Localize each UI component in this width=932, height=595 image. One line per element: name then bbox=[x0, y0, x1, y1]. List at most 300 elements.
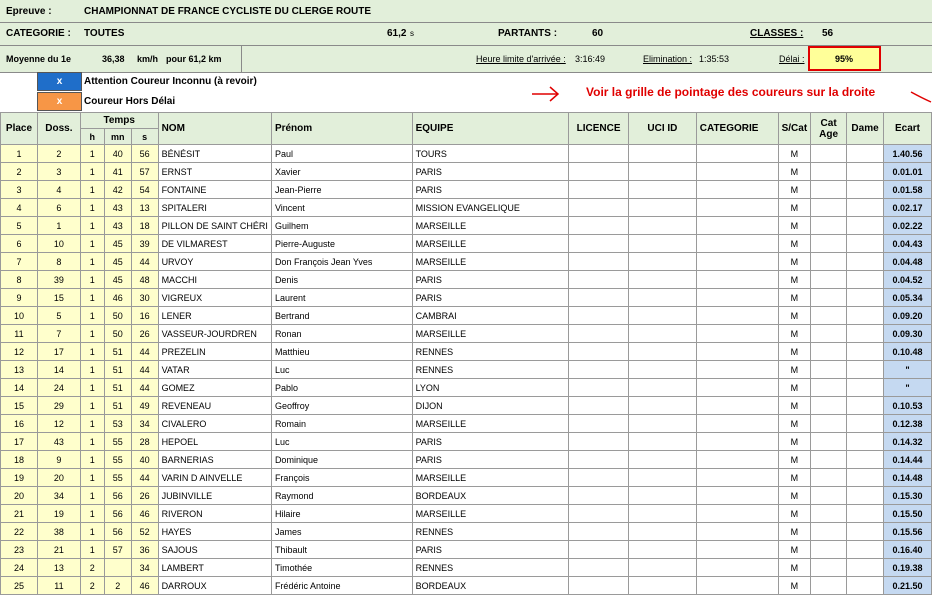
cell-ecart[interactable]: 0.14.32 bbox=[884, 433, 932, 451]
cell-nom[interactable]: SPITALERI bbox=[158, 199, 271, 217]
cell-nom[interactable]: URVOY bbox=[158, 253, 271, 271]
cell-prenom[interactable]: Guilhem bbox=[271, 217, 412, 235]
cell-prenom[interactable]: François bbox=[271, 469, 412, 487]
cell-dame[interactable] bbox=[847, 559, 884, 577]
cell-categorie[interactable] bbox=[696, 307, 778, 325]
cell-nom[interactable]: LENER bbox=[158, 307, 271, 325]
table-row[interactable] bbox=[1, 451, 932, 469]
cell-ecart[interactable]: 0.21.50 bbox=[884, 577, 932, 595]
cell-mn[interactable]: 55 bbox=[104, 451, 131, 469]
cell-licence[interactable] bbox=[569, 199, 629, 217]
cell-ecart[interactable]: 0.15.30 bbox=[884, 487, 932, 505]
cell-cat-age[interactable] bbox=[811, 433, 847, 451]
cell-categorie[interactable] bbox=[696, 181, 778, 199]
cell-scat[interactable]: M bbox=[778, 271, 811, 289]
cell-h[interactable]: 1 bbox=[80, 469, 104, 487]
cell-categorie[interactable] bbox=[696, 397, 778, 415]
cell-dame[interactable] bbox=[847, 163, 884, 181]
cell-prenom[interactable]: Thibault bbox=[271, 541, 412, 559]
cell-equipe[interactable]: CAMBRAI bbox=[412, 307, 569, 325]
cell-ecart[interactable]: 0.04.43 bbox=[884, 235, 932, 253]
cell-scat[interactable]: M bbox=[778, 559, 811, 577]
cell-mn[interactable]: 45 bbox=[104, 235, 131, 253]
cell-categorie[interactable] bbox=[696, 577, 778, 595]
cell-dame[interactable] bbox=[847, 325, 884, 343]
cell-categorie[interactable] bbox=[696, 235, 778, 253]
cell-licence[interactable] bbox=[569, 379, 629, 397]
cell-scat[interactable]: M bbox=[778, 289, 811, 307]
cell-h[interactable]: 1 bbox=[80, 505, 104, 523]
cell-h[interactable]: 1 bbox=[80, 523, 104, 541]
col-ecart[interactable]: Ecart bbox=[884, 113, 932, 145]
cell-categorie[interactable] bbox=[696, 289, 778, 307]
cell-ecart[interactable]: 0.05.34 bbox=[884, 289, 932, 307]
cell-place[interactable]: 14 bbox=[1, 379, 38, 397]
cell-nom[interactable]: REVENEAU bbox=[158, 397, 271, 415]
cell-categorie[interactable] bbox=[696, 523, 778, 541]
cell-h[interactable]: 1 bbox=[80, 145, 104, 163]
cell-licence[interactable] bbox=[569, 343, 629, 361]
cell-prenom[interactable]: Hilaire bbox=[271, 505, 412, 523]
cell-prenom[interactable]: James bbox=[271, 523, 412, 541]
cell-equipe[interactable]: MISSION EVANGELIQUE bbox=[412, 199, 569, 217]
cell-uci-id[interactable] bbox=[629, 577, 697, 595]
cell-scat[interactable]: M bbox=[778, 163, 811, 181]
cell-uci-id[interactable] bbox=[629, 307, 697, 325]
cell-scat[interactable]: M bbox=[778, 397, 811, 415]
cell-s[interactable]: 44 bbox=[131, 469, 158, 487]
cell-place[interactable]: 4 bbox=[1, 199, 38, 217]
cell-uci-id[interactable] bbox=[629, 523, 697, 541]
cell-place[interactable]: 9 bbox=[1, 289, 38, 307]
cell-mn[interactable]: 57 bbox=[104, 541, 131, 559]
cell-licence[interactable] bbox=[569, 451, 629, 469]
cell-scat[interactable]: M bbox=[778, 379, 811, 397]
cell-categorie[interactable] bbox=[696, 451, 778, 469]
cell-h[interactable]: 1 bbox=[80, 235, 104, 253]
cell-doss[interactable]: 10 bbox=[37, 235, 80, 253]
cell-ecart[interactable]: 0.04.52 bbox=[884, 271, 932, 289]
cell-s[interactable]: 26 bbox=[131, 487, 158, 505]
table-row[interactable] bbox=[1, 487, 932, 505]
cell-scat[interactable]: M bbox=[778, 361, 811, 379]
cell-nom[interactable]: HAYES bbox=[158, 523, 271, 541]
cell-doss[interactable]: 11 bbox=[37, 577, 80, 595]
cell-mn[interactable]: 56 bbox=[104, 523, 131, 541]
cell-mn[interactable]: 51 bbox=[104, 397, 131, 415]
cell-categorie[interactable] bbox=[696, 361, 778, 379]
cell-doss[interactable]: 21 bbox=[37, 541, 80, 559]
cell-doss[interactable]: 38 bbox=[37, 523, 80, 541]
cell-equipe[interactable]: RENNES bbox=[412, 559, 569, 577]
cell-doss[interactable]: 43 bbox=[37, 433, 80, 451]
cell-place[interactable]: 5 bbox=[1, 217, 38, 235]
cell-equipe[interactable]: MARSEILLE bbox=[412, 217, 569, 235]
cell-ecart[interactable]: 0.15.56 bbox=[884, 523, 932, 541]
cell-uci-id[interactable] bbox=[629, 505, 697, 523]
cell-h[interactable]: 1 bbox=[80, 253, 104, 271]
cell-cat-age[interactable] bbox=[811, 451, 847, 469]
cell-equipe[interactable]: RENNES bbox=[412, 523, 569, 541]
cell-mn[interactable]: 45 bbox=[104, 271, 131, 289]
cell-dame[interactable] bbox=[847, 397, 884, 415]
cell-scat[interactable]: M bbox=[778, 433, 811, 451]
cell-nom[interactable]: DARROUX bbox=[158, 577, 271, 595]
cell-ecart[interactable]: 0.16.40 bbox=[884, 541, 932, 559]
cell-cat-age[interactable] bbox=[811, 541, 847, 559]
cell-scat[interactable]: M bbox=[778, 577, 811, 595]
cell-uci-id[interactable] bbox=[629, 559, 697, 577]
cell-dame[interactable] bbox=[847, 505, 884, 523]
cell-doss[interactable]: 20 bbox=[37, 469, 80, 487]
cell-cat-age[interactable] bbox=[811, 469, 847, 487]
cell-equipe[interactable]: PARIS bbox=[412, 433, 569, 451]
cell-h[interactable]: 1 bbox=[80, 379, 104, 397]
col-place[interactable]: Place bbox=[1, 113, 38, 145]
cell-doss[interactable]: 19 bbox=[37, 505, 80, 523]
cell-cat-age[interactable] bbox=[811, 397, 847, 415]
cell-mn[interactable]: 50 bbox=[104, 307, 131, 325]
cell-doss[interactable]: 12 bbox=[37, 415, 80, 433]
cell-nom[interactable]: BÉNÉSIT bbox=[158, 145, 271, 163]
cell-dame[interactable] bbox=[847, 307, 884, 325]
cell-h[interactable]: 1 bbox=[80, 487, 104, 505]
table-row[interactable] bbox=[1, 253, 932, 271]
col-h[interactable]: h bbox=[80, 129, 104, 145]
table-row[interactable] bbox=[1, 271, 932, 289]
cell-place[interactable]: 17 bbox=[1, 433, 38, 451]
cell-dame[interactable] bbox=[847, 271, 884, 289]
cell-ecart[interactable]: 1.40.56 bbox=[884, 145, 932, 163]
cell-nom[interactable]: VARIN D AINVELLE bbox=[158, 469, 271, 487]
cell-scat[interactable]: M bbox=[778, 307, 811, 325]
cell-categorie[interactable] bbox=[696, 163, 778, 181]
cell-h[interactable]: 1 bbox=[80, 451, 104, 469]
col-s[interactable]: s bbox=[131, 129, 158, 145]
cell-h[interactable]: 1 bbox=[80, 397, 104, 415]
table-row[interactable] bbox=[1, 541, 932, 559]
cell-licence[interactable] bbox=[569, 307, 629, 325]
cell-categorie[interactable] bbox=[696, 433, 778, 451]
cell-place[interactable]: 10 bbox=[1, 307, 38, 325]
cell-scat[interactable]: M bbox=[778, 235, 811, 253]
cell-uci-id[interactable] bbox=[629, 379, 697, 397]
cell-ecart[interactable]: 0.09.30 bbox=[884, 325, 932, 343]
cell-place[interactable]: 20 bbox=[1, 487, 38, 505]
cell-s[interactable]: 18 bbox=[131, 217, 158, 235]
cell-doss[interactable]: 15 bbox=[37, 289, 80, 307]
cell-s[interactable]: 46 bbox=[131, 505, 158, 523]
cell-prenom[interactable]: Ronan bbox=[271, 325, 412, 343]
cell-nom[interactable]: MACCHI bbox=[158, 271, 271, 289]
col-prenom[interactable]: Prénom bbox=[271, 113, 412, 145]
cell-scat[interactable]: M bbox=[778, 199, 811, 217]
cell-prenom[interactable]: Matthieu bbox=[271, 343, 412, 361]
cell-ecart[interactable]: 0.14.44 bbox=[884, 451, 932, 469]
cell-dame[interactable] bbox=[847, 217, 884, 235]
cell-prenom[interactable]: Timothée bbox=[271, 559, 412, 577]
table-row[interactable] bbox=[1, 343, 932, 361]
cell-doss[interactable]: 6 bbox=[37, 199, 80, 217]
cell-licence[interactable] bbox=[569, 433, 629, 451]
cell-licence[interactable] bbox=[569, 577, 629, 595]
cell-scat[interactable]: M bbox=[778, 217, 811, 235]
cell-ecart[interactable]: 0.02.22 bbox=[884, 217, 932, 235]
epreuve-value[interactable]: CHAMPIONNAT DE FRANCE CYCLISTE DU CLERGE ROUTE bbox=[84, 6, 372, 17]
cell-place[interactable]: 18 bbox=[1, 451, 38, 469]
cell-equipe[interactable]: MARSEILLE bbox=[412, 235, 569, 253]
cell-equipe[interactable]: PARIS bbox=[412, 289, 569, 307]
cell-cat-age[interactable] bbox=[811, 307, 847, 325]
cell-equipe[interactable]: LYON bbox=[412, 379, 569, 397]
cell-mn[interactable]: 51 bbox=[104, 361, 131, 379]
cell-s[interactable]: 13 bbox=[131, 199, 158, 217]
cell-scat[interactable]: M bbox=[778, 505, 811, 523]
cell-nom[interactable]: FONTAINE bbox=[158, 181, 271, 199]
cell-nom[interactable]: CIVALERO bbox=[158, 415, 271, 433]
cell-place[interactable]: 2 bbox=[1, 163, 38, 181]
cell-licence[interactable] bbox=[569, 289, 629, 307]
cell-h[interactable]: 1 bbox=[80, 415, 104, 433]
cell-equipe[interactable]: PARIS bbox=[412, 451, 569, 469]
cell-h[interactable]: 2 bbox=[80, 577, 104, 595]
cell-dame[interactable] bbox=[847, 343, 884, 361]
cell-place[interactable]: 6 bbox=[1, 235, 38, 253]
col-categorie[interactable]: CATEGORIE bbox=[696, 113, 778, 145]
cell-s[interactable]: 44 bbox=[131, 253, 158, 271]
cell-scat[interactable]: M bbox=[778, 145, 811, 163]
cell-mn[interactable]: 55 bbox=[104, 433, 131, 451]
cell-doss[interactable]: 4 bbox=[37, 181, 80, 199]
cell-scat[interactable]: M bbox=[778, 451, 811, 469]
table-row[interactable] bbox=[1, 379, 932, 397]
cell-h[interactable]: 1 bbox=[80, 343, 104, 361]
cell-ecart[interactable]: " bbox=[884, 361, 932, 379]
cell-cat-age[interactable] bbox=[811, 181, 847, 199]
cell-licence[interactable] bbox=[569, 361, 629, 379]
table-row[interactable] bbox=[1, 145, 932, 163]
cell-cat-age[interactable] bbox=[811, 145, 847, 163]
cell-cat-age[interactable] bbox=[811, 361, 847, 379]
cell-cat-age[interactable] bbox=[811, 163, 847, 181]
cell-s[interactable]: 36 bbox=[131, 541, 158, 559]
cell-place[interactable]: 13 bbox=[1, 361, 38, 379]
cell-mn[interactable]: 45 bbox=[104, 253, 131, 271]
cell-h[interactable]: 1 bbox=[80, 289, 104, 307]
cell-prenom[interactable]: Luc bbox=[271, 433, 412, 451]
cell-licence[interactable] bbox=[569, 235, 629, 253]
cell-place[interactable]: 23 bbox=[1, 541, 38, 559]
cell-ecart[interactable]: 0.14.48 bbox=[884, 469, 932, 487]
cell-cat-age[interactable] bbox=[811, 235, 847, 253]
cell-dame[interactable] bbox=[847, 379, 884, 397]
cell-dame[interactable] bbox=[847, 487, 884, 505]
cell-h[interactable]: 1 bbox=[80, 433, 104, 451]
table-row[interactable] bbox=[1, 163, 932, 181]
cell-nom[interactable]: RIVERON bbox=[158, 505, 271, 523]
cell-mn[interactable]: 46 bbox=[104, 289, 131, 307]
cell-cat-age[interactable] bbox=[811, 325, 847, 343]
cell-cat-age[interactable] bbox=[811, 523, 847, 541]
cell-categorie[interactable] bbox=[696, 343, 778, 361]
cell-equipe[interactable]: RENNES bbox=[412, 361, 569, 379]
cell-s[interactable]: 16 bbox=[131, 307, 158, 325]
cell-dame[interactable] bbox=[847, 199, 884, 217]
cell-dame[interactable] bbox=[847, 415, 884, 433]
cell-prenom[interactable]: Laurent bbox=[271, 289, 412, 307]
cell-place[interactable]: 16 bbox=[1, 415, 38, 433]
cell-uci-id[interactable] bbox=[629, 433, 697, 451]
cell-doss[interactable]: 29 bbox=[37, 397, 80, 415]
cell-dame[interactable] bbox=[847, 361, 884, 379]
cell-uci-id[interactable] bbox=[629, 235, 697, 253]
table-row[interactable] bbox=[1, 523, 932, 541]
cell-cat-age[interactable] bbox=[811, 253, 847, 271]
cell-nom[interactable]: ERNST bbox=[158, 163, 271, 181]
cell-mn[interactable]: 50 bbox=[104, 325, 131, 343]
cell-licence[interactable] bbox=[569, 523, 629, 541]
cell-s[interactable]: 39 bbox=[131, 235, 158, 253]
col-cat-age[interactable]: Cat Age bbox=[811, 113, 847, 145]
cell-prenom[interactable]: Pierre-Auguste bbox=[271, 235, 412, 253]
cell-ecart[interactable]: " bbox=[884, 379, 932, 397]
cell-uci-id[interactable] bbox=[629, 325, 697, 343]
cell-categorie[interactable] bbox=[696, 541, 778, 559]
cell-h[interactable]: 1 bbox=[80, 163, 104, 181]
table-row[interactable] bbox=[1, 469, 932, 487]
cell-scat[interactable]: M bbox=[778, 415, 811, 433]
cell-licence[interactable] bbox=[569, 217, 629, 235]
table-row[interactable] bbox=[1, 181, 932, 199]
delai-value[interactable]: 95% bbox=[835, 54, 854, 64]
cell-doss[interactable]: 34 bbox=[37, 487, 80, 505]
cell-place[interactable]: 19 bbox=[1, 469, 38, 487]
table-row[interactable] bbox=[1, 289, 932, 307]
cell-place[interactable]: 8 bbox=[1, 271, 38, 289]
cell-scat[interactable]: M bbox=[778, 253, 811, 271]
cell-licence[interactable] bbox=[569, 559, 629, 577]
cell-uci-id[interactable] bbox=[629, 163, 697, 181]
col-dame[interactable]: Dame bbox=[847, 113, 884, 145]
cell-scat[interactable]: M bbox=[778, 523, 811, 541]
cell-scat[interactable]: M bbox=[778, 181, 811, 199]
cell-cat-age[interactable] bbox=[811, 343, 847, 361]
cell-mn[interactable]: 51 bbox=[104, 343, 131, 361]
cell-dame[interactable] bbox=[847, 433, 884, 451]
cell-doss[interactable]: 7 bbox=[37, 325, 80, 343]
cell-prenom[interactable]: Bertrand bbox=[271, 307, 412, 325]
table-row[interactable] bbox=[1, 361, 932, 379]
col-doss[interactable]: Doss. bbox=[37, 113, 80, 145]
table-row[interactable] bbox=[1, 199, 932, 217]
table-row[interactable] bbox=[1, 433, 932, 451]
cell-cat-age[interactable] bbox=[811, 217, 847, 235]
cell-ecart[interactable]: 0.01.01 bbox=[884, 163, 932, 181]
cell-doss[interactable]: 17 bbox=[37, 343, 80, 361]
cell-prenom[interactable]: Jean-Pierre bbox=[271, 181, 412, 199]
cell-uci-id[interactable] bbox=[629, 469, 697, 487]
cell-nom[interactable]: PREZELIN bbox=[158, 343, 271, 361]
cell-nom[interactable]: GOMEZ bbox=[158, 379, 271, 397]
cell-licence[interactable] bbox=[569, 505, 629, 523]
cell-licence[interactable] bbox=[569, 487, 629, 505]
cell-uci-id[interactable] bbox=[629, 451, 697, 469]
cell-mn[interactable]: 55 bbox=[104, 469, 131, 487]
cell-h[interactable]: 1 bbox=[80, 325, 104, 343]
cell-uci-id[interactable] bbox=[629, 271, 697, 289]
cell-doss[interactable]: 14 bbox=[37, 361, 80, 379]
cell-categorie[interactable] bbox=[696, 559, 778, 577]
cell-equipe[interactable]: BORDEAUX bbox=[412, 487, 569, 505]
cell-s[interactable]: 49 bbox=[131, 397, 158, 415]
cell-equipe[interactable]: MARSEILLE bbox=[412, 253, 569, 271]
cell-nom[interactable]: VATAR bbox=[158, 361, 271, 379]
cell-s[interactable]: 46 bbox=[131, 577, 158, 595]
cell-uci-id[interactable] bbox=[629, 253, 697, 271]
cell-s[interactable]: 44 bbox=[131, 361, 158, 379]
col-equipe[interactable]: EQUIPE bbox=[412, 113, 569, 145]
cell-place[interactable]: 21 bbox=[1, 505, 38, 523]
cell-place[interactable]: 3 bbox=[1, 181, 38, 199]
cell-s[interactable]: 44 bbox=[131, 343, 158, 361]
cell-mn[interactable] bbox=[104, 559, 131, 577]
cell-licence[interactable] bbox=[569, 397, 629, 415]
cell-place[interactable]: 11 bbox=[1, 325, 38, 343]
cell-prenom[interactable]: Geoffroy bbox=[271, 397, 412, 415]
cell-uci-id[interactable] bbox=[629, 397, 697, 415]
cell-licence[interactable] bbox=[569, 325, 629, 343]
cell-nom[interactable]: BARNERIAS bbox=[158, 451, 271, 469]
cell-dame[interactable] bbox=[847, 451, 884, 469]
cell-licence[interactable] bbox=[569, 253, 629, 271]
cell-h[interactable]: 1 bbox=[80, 307, 104, 325]
cell-cat-age[interactable] bbox=[811, 199, 847, 217]
cell-mn[interactable]: 56 bbox=[104, 487, 131, 505]
cell-cat-age[interactable] bbox=[811, 379, 847, 397]
cell-place[interactable]: 22 bbox=[1, 523, 38, 541]
cell-prenom[interactable]: Pablo bbox=[271, 379, 412, 397]
cell-cat-age[interactable] bbox=[811, 577, 847, 595]
cell-h[interactable]: 1 bbox=[80, 181, 104, 199]
table-row[interactable] bbox=[1, 325, 932, 343]
cell-s[interactable]: 52 bbox=[131, 523, 158, 541]
cell-prenom[interactable]: Xavier bbox=[271, 163, 412, 181]
cell-cat-age[interactable] bbox=[811, 271, 847, 289]
cell-prenom[interactable]: Romain bbox=[271, 415, 412, 433]
col-mn[interactable]: mn bbox=[104, 129, 131, 145]
cell-h[interactable]: 1 bbox=[80, 271, 104, 289]
cell-place[interactable]: 25 bbox=[1, 577, 38, 595]
cell-prenom[interactable]: Paul bbox=[271, 145, 412, 163]
cell-equipe[interactable]: BORDEAUX bbox=[412, 577, 569, 595]
cell-nom[interactable]: LAMBERT bbox=[158, 559, 271, 577]
cell-licence[interactable] bbox=[569, 541, 629, 559]
delai-box[interactable] bbox=[808, 46, 881, 71]
cell-categorie[interactable] bbox=[696, 199, 778, 217]
cell-doss[interactable]: 8 bbox=[37, 253, 80, 271]
cell-licence[interactable] bbox=[569, 271, 629, 289]
cell-categorie[interactable] bbox=[696, 379, 778, 397]
cell-mn[interactable]: 53 bbox=[104, 415, 131, 433]
cell-licence[interactable] bbox=[569, 469, 629, 487]
cell-equipe[interactable]: MARSEILLE bbox=[412, 325, 569, 343]
cell-ecart[interactable]: 0.10.53 bbox=[884, 397, 932, 415]
cell-doss[interactable]: 13 bbox=[37, 559, 80, 577]
cell-doss[interactable]: 39 bbox=[37, 271, 80, 289]
cell-cat-age[interactable] bbox=[811, 487, 847, 505]
cell-categorie[interactable] bbox=[696, 505, 778, 523]
cell-nom[interactable]: VASSEUR-JOURDREN bbox=[158, 325, 271, 343]
